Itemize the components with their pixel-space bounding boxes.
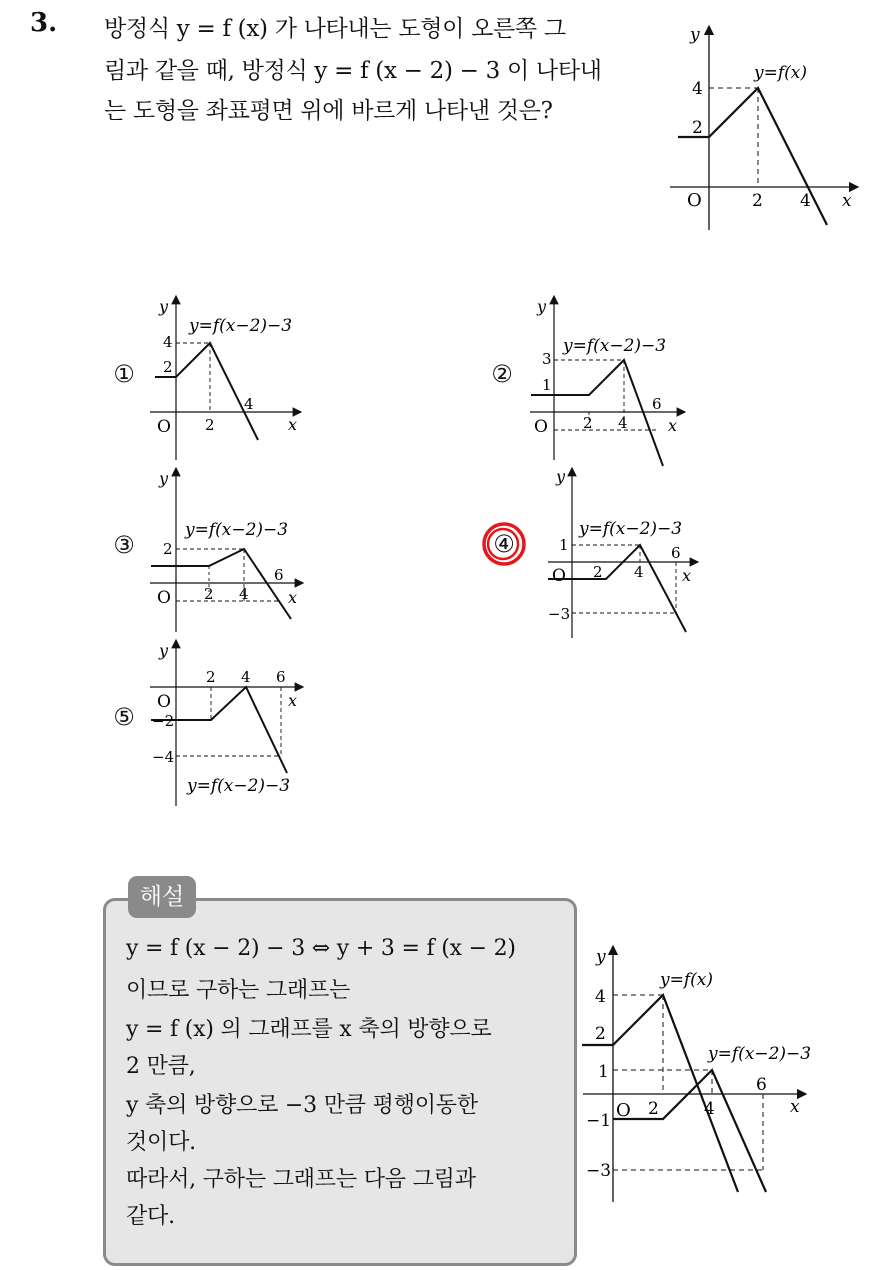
graph-text: −3 <box>548 605 571 623</box>
graph-text: y <box>596 947 606 967</box>
graph-text: x <box>288 588 298 607</box>
graph-text: 4 <box>618 414 628 432</box>
graph-text: 2 <box>583 414 593 432</box>
graph-text: −3 <box>586 1161 612 1181</box>
solution-line: y = f (x − 2) − 3 ⇔ y + 3 = f (x − 2) <box>126 936 516 961</box>
graph-text: y <box>159 297 169 316</box>
choice-5-number[interactable]: ⑤ <box>113 703 135 731</box>
graph-text: 2 <box>204 585 214 603</box>
graph-text: y <box>537 297 547 316</box>
graph-text: O <box>157 692 171 712</box>
graph-text: y=f(x−2)−3 <box>189 316 293 336</box>
graph-text: y=f(x−2)−3 <box>563 336 667 356</box>
x-axis-label: x <box>842 191 852 211</box>
graph-text: y=f(x) <box>660 970 713 990</box>
graph-text: 4 <box>595 987 606 1007</box>
graph-line <box>151 549 291 619</box>
graph-text: x <box>682 566 692 585</box>
graph-text: 2 <box>163 358 173 376</box>
graph-text: 2 <box>206 668 216 686</box>
graph-text: y <box>556 467 566 486</box>
graph-text: y=f(x−2)−3 <box>187 776 291 796</box>
graph-text: x <box>288 415 298 434</box>
graph-text: y=f(x−2)−3 <box>708 1044 812 1064</box>
graph-text: y=f(x−2)−3 <box>185 520 289 540</box>
choice-1-number[interactable]: ① <box>113 360 135 388</box>
main-graph <box>660 20 870 235</box>
graph-text: 6 <box>756 1075 767 1095</box>
graph-text: x <box>790 1097 800 1117</box>
graph-text: y <box>159 469 169 488</box>
graph-text: 4 <box>244 395 254 413</box>
graph-text: −4 <box>152 748 175 766</box>
graph-text: 2 <box>593 563 603 581</box>
graph-text: 6 <box>276 668 286 686</box>
solution-line: 것이다. <box>126 1130 196 1155</box>
graph-text: 4 <box>239 585 249 603</box>
graph-text: 2 <box>595 1024 606 1044</box>
solution-line: y = f (x) 의 그래프를 x 축의 방향으로 <box>126 1017 492 1042</box>
graph-text: 1 <box>598 1062 609 1082</box>
solution-graph <box>578 940 828 1205</box>
graph-text: 4 <box>704 1099 715 1119</box>
graph-text: 2 <box>648 1099 659 1119</box>
question-line-3: 는 도형을 좌표평면 위에 바르게 나타낸 것은? <box>104 98 553 124</box>
solution-line: 이므로 구하는 그래프는 <box>126 978 351 1003</box>
question-number: 3. <box>30 8 58 38</box>
graph-text: 2 <box>163 540 173 558</box>
graph-text: O <box>616 1100 631 1121</box>
solution-tag: 해설 <box>128 876 196 918</box>
graph-text: 4 <box>634 563 644 581</box>
graph-text: O <box>552 566 566 586</box>
graph-text: 4 <box>241 668 251 686</box>
graph-text: 1 <box>559 536 569 554</box>
choice-3-number[interactable]: ③ <box>113 531 135 559</box>
question-line-1: 방정식 y = f (x) 가 나타내는 도형이 오른쪽 그 <box>104 16 566 42</box>
graph-text: x <box>668 416 678 435</box>
choice-2-number[interactable]: ② <box>491 360 513 388</box>
solution-line: 2 만큼, <box>126 1054 196 1079</box>
choice-1-graph[interactable] <box>145 290 315 465</box>
solution-line: 같다. <box>126 1204 175 1229</box>
graph-text: O <box>157 588 171 608</box>
solution-line: 따라서, 구하는 그래프는 다음 그림과 <box>126 1167 476 1192</box>
graph-text: O <box>534 417 548 437</box>
graph-text: 2 <box>205 416 215 434</box>
graph-text: 6 <box>652 395 662 413</box>
graph-text: O <box>157 417 171 437</box>
graph-text: 3 <box>542 350 552 368</box>
y-tick: 2 <box>692 118 703 138</box>
graph-text: y <box>159 641 169 660</box>
graph-text: 1 <box>542 376 552 394</box>
choice-2-graph[interactable] <box>525 290 700 465</box>
choice-4-graph[interactable] <box>540 462 710 640</box>
x-tick: 4 <box>800 191 811 211</box>
graph-text: 6 <box>671 544 681 562</box>
x-tick: 2 <box>752 191 763 211</box>
choice-3-graph[interactable] <box>145 462 315 634</box>
graph-text: 4 <box>163 333 173 351</box>
y-axis-label: y <box>690 25 700 45</box>
graph-text: y=f(x−2)−3 <box>579 519 683 539</box>
origin-label: O <box>687 190 702 211</box>
y-tick: 4 <box>692 79 703 99</box>
choice-5-graph[interactable] <box>145 634 315 812</box>
graph-text: −2 <box>152 712 175 730</box>
graph-text: x <box>288 691 298 710</box>
question-line-2: 림과 같을 때, 방정식 y = f (x − 2) − 3 이 나타내 <box>104 58 602 84</box>
graph-text: 6 <box>274 566 284 584</box>
graph-text: −1 <box>586 1111 612 1131</box>
graph-label: y=f(x) <box>754 63 807 83</box>
graph-line-shifted <box>613 1070 766 1192</box>
solution-line: y 축의 방향으로 −3 만큼 평행이동한 <box>126 1093 478 1118</box>
choice-4-number[interactable]: ④ <box>493 530 515 558</box>
